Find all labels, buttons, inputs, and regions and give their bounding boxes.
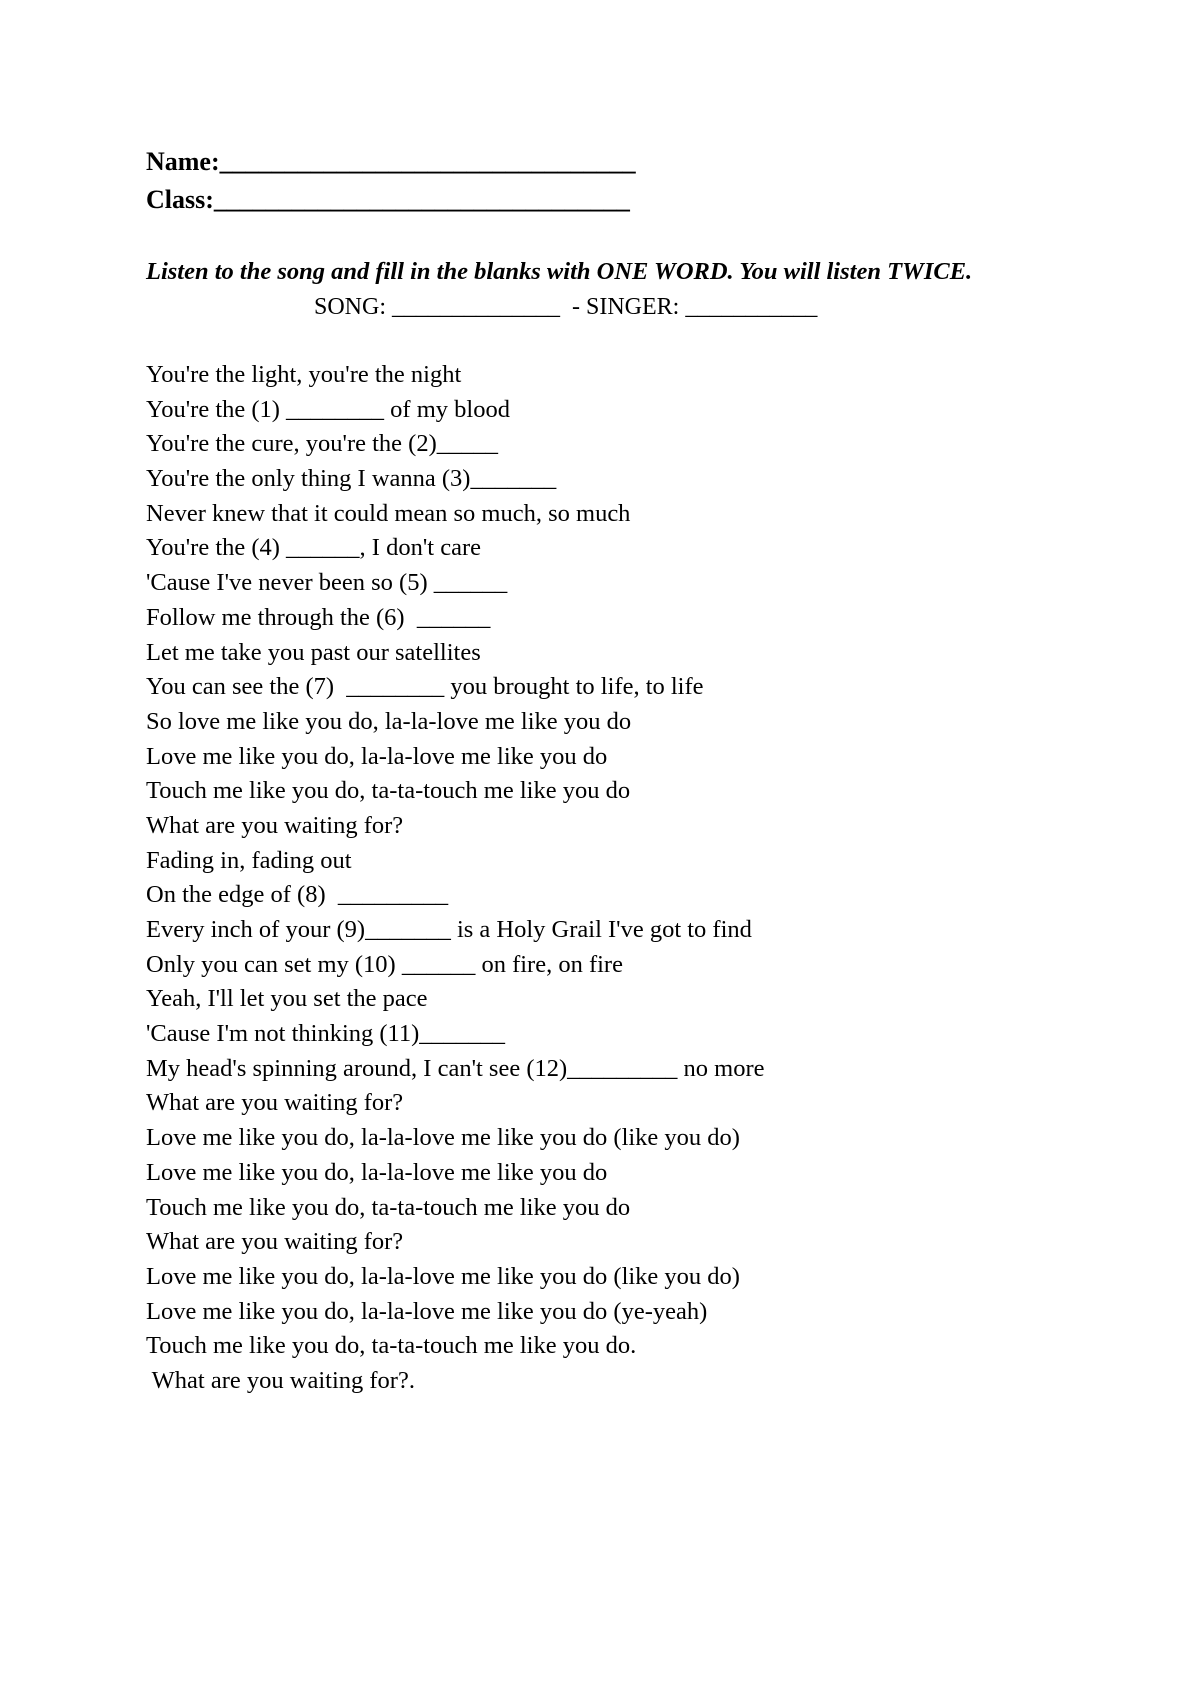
- name-field: Name:________________________________: [146, 147, 636, 176]
- lyric-line: What are you waiting for?: [146, 1228, 404, 1256]
- lyric-line: You're the (1) ________ of my blood: [146, 395, 510, 423]
- lyric-line: You're the only thing I wanna (3)_______: [146, 465, 557, 493]
- lyric-line: Love me like you do, la-la-love me like you do (ye-yeah): [146, 1297, 708, 1325]
- lyric-line: What are you waiting for?: [146, 811, 404, 839]
- lyric-line: Touch me like you do, ta-ta-touch me like you do: [146, 777, 631, 805]
- lyric-line: My head's spinning around, I can't see (12)_________ no more: [146, 1054, 765, 1082]
- lyric-line: Fading in, fading out: [146, 846, 352, 874]
- lyric-line: Touch me like you do, ta-ta-touch me like you do: [146, 1193, 631, 1221]
- lyric-line: Let me take you past our satellites: [146, 638, 481, 666]
- lyric-line: Love me like you do, la-la-love me like you do (like you do): [146, 1262, 740, 1290]
- lyric-line: What are you waiting for?.: [146, 1366, 415, 1394]
- class-field: Class:________________________________: [146, 185, 630, 214]
- lyric-line: Touch me like you do, ta-ta-touch me like you do.: [146, 1332, 637, 1360]
- lyric-line: Every inch of your (9)_______ is a Holy Grail I've got to find: [146, 916, 752, 943]
- lyric-line: Only you can set my (10) ______ on fire, on fire: [146, 950, 623, 978]
- lyric-line: Love me like you do, la-la-love me like you do: [146, 742, 608, 770]
- lyric-line: 'Cause I'm not thinking (11)_______: [146, 1020, 506, 1048]
- lyrics-list: [146, 358, 1106, 1399]
- lyric-line: Love me like you do, la-la-love me like you do: [146, 1158, 608, 1186]
- lyric-line: Love me like you do, la-la-love me like you do (like you do): [146, 1124, 740, 1152]
- lyric-line: You're the cure, you're the (2)_____: [146, 430, 498, 458]
- lyric-line: So love me like you do, la-la-love me like you do: [146, 707, 632, 735]
- lyric-line: Follow me through the (6) ______: [146, 603, 491, 631]
- instructions: Listen to the song and fill in the blanks with ONE WORD. You will listen TWICE.: [146, 258, 973, 285]
- lyric-line: You're the (4) ______, I don't care: [146, 534, 481, 562]
- lyric-line: 'Cause I've never been so (5) ______: [146, 569, 508, 597]
- lyric-line: You can see the (7) ________ you brought to life, to life: [146, 673, 704, 701]
- lyric-line: You're the light, you're the night: [146, 361, 462, 388]
- lyric-line: Never knew that it could mean so much, so much: [146, 499, 631, 527]
- lyric-line: Yeah, I'll let you set the pace: [146, 985, 428, 1013]
- song-singer-text: SONG: ______________ - SINGER: ___________: [314, 294, 818, 320]
- lyric-line: On the edge of (8) _________: [146, 881, 449, 909]
- lyric-line: What are you waiting for?: [146, 1089, 404, 1117]
- song-singer-line: [146, 290, 1146, 324]
- student-info: [146, 143, 1046, 219]
